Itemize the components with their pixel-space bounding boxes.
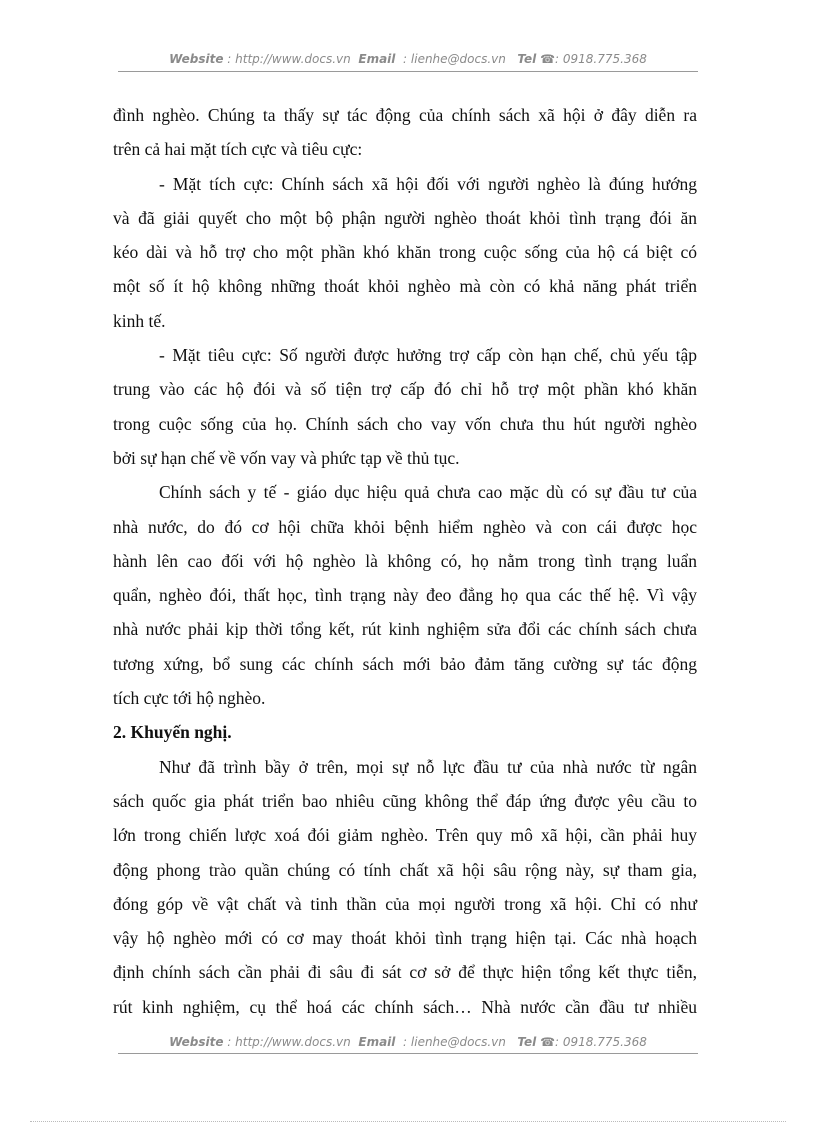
page-header (118, 52, 698, 66)
body-line: tương xứng, bổ sung các chính sách mới bảo đảm tăng cường sự tác động (113, 653, 697, 674)
body-line: Như đã trình bầy ở trên, mọi sự nỗ lực đầu tư của nhà nước từ ngân (159, 756, 697, 777)
body-line: đóng góp về vật chất và tinh thần của mọi người trong xã hội. Chỉ có như (113, 893, 697, 914)
phone-icon: ☎ (540, 1035, 556, 1049)
body-line: - Mặt tích cực: Chính sách xã hội đối với người nghèo là đúng hướng (159, 173, 697, 194)
body-line: kéo dài và hỗ trợ cho một phần khó khăn trong cuộc sống của hộ cá biệt có (113, 242, 697, 263)
tel-label: Tel (517, 1035, 537, 1049)
body-line: trên cả hai mặt tích cực và tiêu cực: (113, 139, 363, 160)
body-line: đình nghèo. Chúng ta thấy sự tác động của chính sách xã hội ở đây diễn ra (113, 105, 697, 125)
body-line: rút kinh nghiệm, cụ thể hoá các chính sách… Nhà nước cần đầu tư nhiều (113, 996, 697, 1017)
body-line: trung vào các hộ đói và số tiện trợ cấp đó chỉ hỗ trợ một phần khó khăn (113, 379, 697, 400)
email-label: Email (358, 1035, 396, 1049)
body-line: quẩn, nghèo đói, thất học, tình trạng này đeo đẳng họ qua các thế hệ. Vì vậy (113, 585, 697, 606)
body-line: hành lên cao đối với hộ nghèo là không có, họ nằm trong tình trạng luẩn (113, 550, 697, 571)
website-label: Website (169, 52, 224, 66)
page-footer (118, 1035, 698, 1049)
tel-label: Tel (517, 52, 537, 66)
section-heading: 2. Khuyến nghị. (113, 722, 232, 743)
body-line: Chính sách y tế - giáo dục hiệu quả chưa cao mặc dù có sự đầu tư của (159, 482, 697, 503)
body-line: một số ít hộ không những thoát khỏi nghèo mà còn có khả năng phát triển (113, 276, 697, 297)
email-value: : lienhe@docs.vn (403, 1035, 506, 1049)
website-value: : http://www.docs.vn (227, 52, 351, 66)
body-line: tích cực tới hộ nghèo. (113, 688, 266, 709)
body-line: sách quốc gia phát triển bao nhiêu cũng không thể đáp ứng được yêu cầu to (113, 790, 697, 811)
header-divider (118, 71, 698, 72)
website-value: : http://www.docs.vn (227, 1035, 351, 1049)
tel-value: : 0918.775.368 (555, 52, 647, 66)
body-line: bởi sự hạn chế về vốn vay và phức tạp về thủ tục. (113, 447, 460, 468)
tel-value: : 0918.775.368 (555, 1035, 647, 1049)
body-line: động phong trào quần chúng có tính chất xã hội sâu rộng này, sự tham gia, (113, 859, 697, 880)
body-line: vậy hộ nghèo mới có cơ may thoát khỏi tình trạng hiện tại. Các nhà hoạch (113, 928, 697, 949)
body-line: lớn trong chiến lược xoá đói giảm nghèo. Trên quy mô xã hội, cần phải huy (113, 825, 697, 846)
body-line: định chính sách cần phải đi sâu đi sát cơ sở để thực hiện tổng kết thực tiễn, (113, 962, 697, 983)
phone-icon: ☎ (540, 52, 556, 66)
email-value: : lienhe@docs.vn (403, 52, 506, 66)
body-line: nhà nước, do đó cơ hội chữa khỏi bệnh hiểm nghèo và con cái được học (113, 516, 697, 537)
page-edge-divider (30, 1121, 786, 1122)
body-line: kinh tế. (113, 310, 166, 331)
body-line: trong cuộc sống của họ. Chính sách cho vay vốn chưa thu hút người nghèo (113, 413, 697, 434)
website-label: Website (169, 1035, 224, 1049)
body-line: nhà nước phải kịp thời tổng kết, rút kinh nghiệm sửa đổi các chính sách chưa (113, 619, 697, 640)
body-line: - Mặt tiêu cực: Số người được hưởng trợ cấp còn hạn chế, chủ yếu tập (159, 345, 697, 366)
email-label: Email (358, 52, 396, 66)
footer-divider (118, 1053, 698, 1054)
body-line: và đã giải quyết cho một bộ phận người nghèo thoát khỏi tình trạng đói ăn (113, 207, 697, 228)
page-body (113, 98, 697, 1024)
